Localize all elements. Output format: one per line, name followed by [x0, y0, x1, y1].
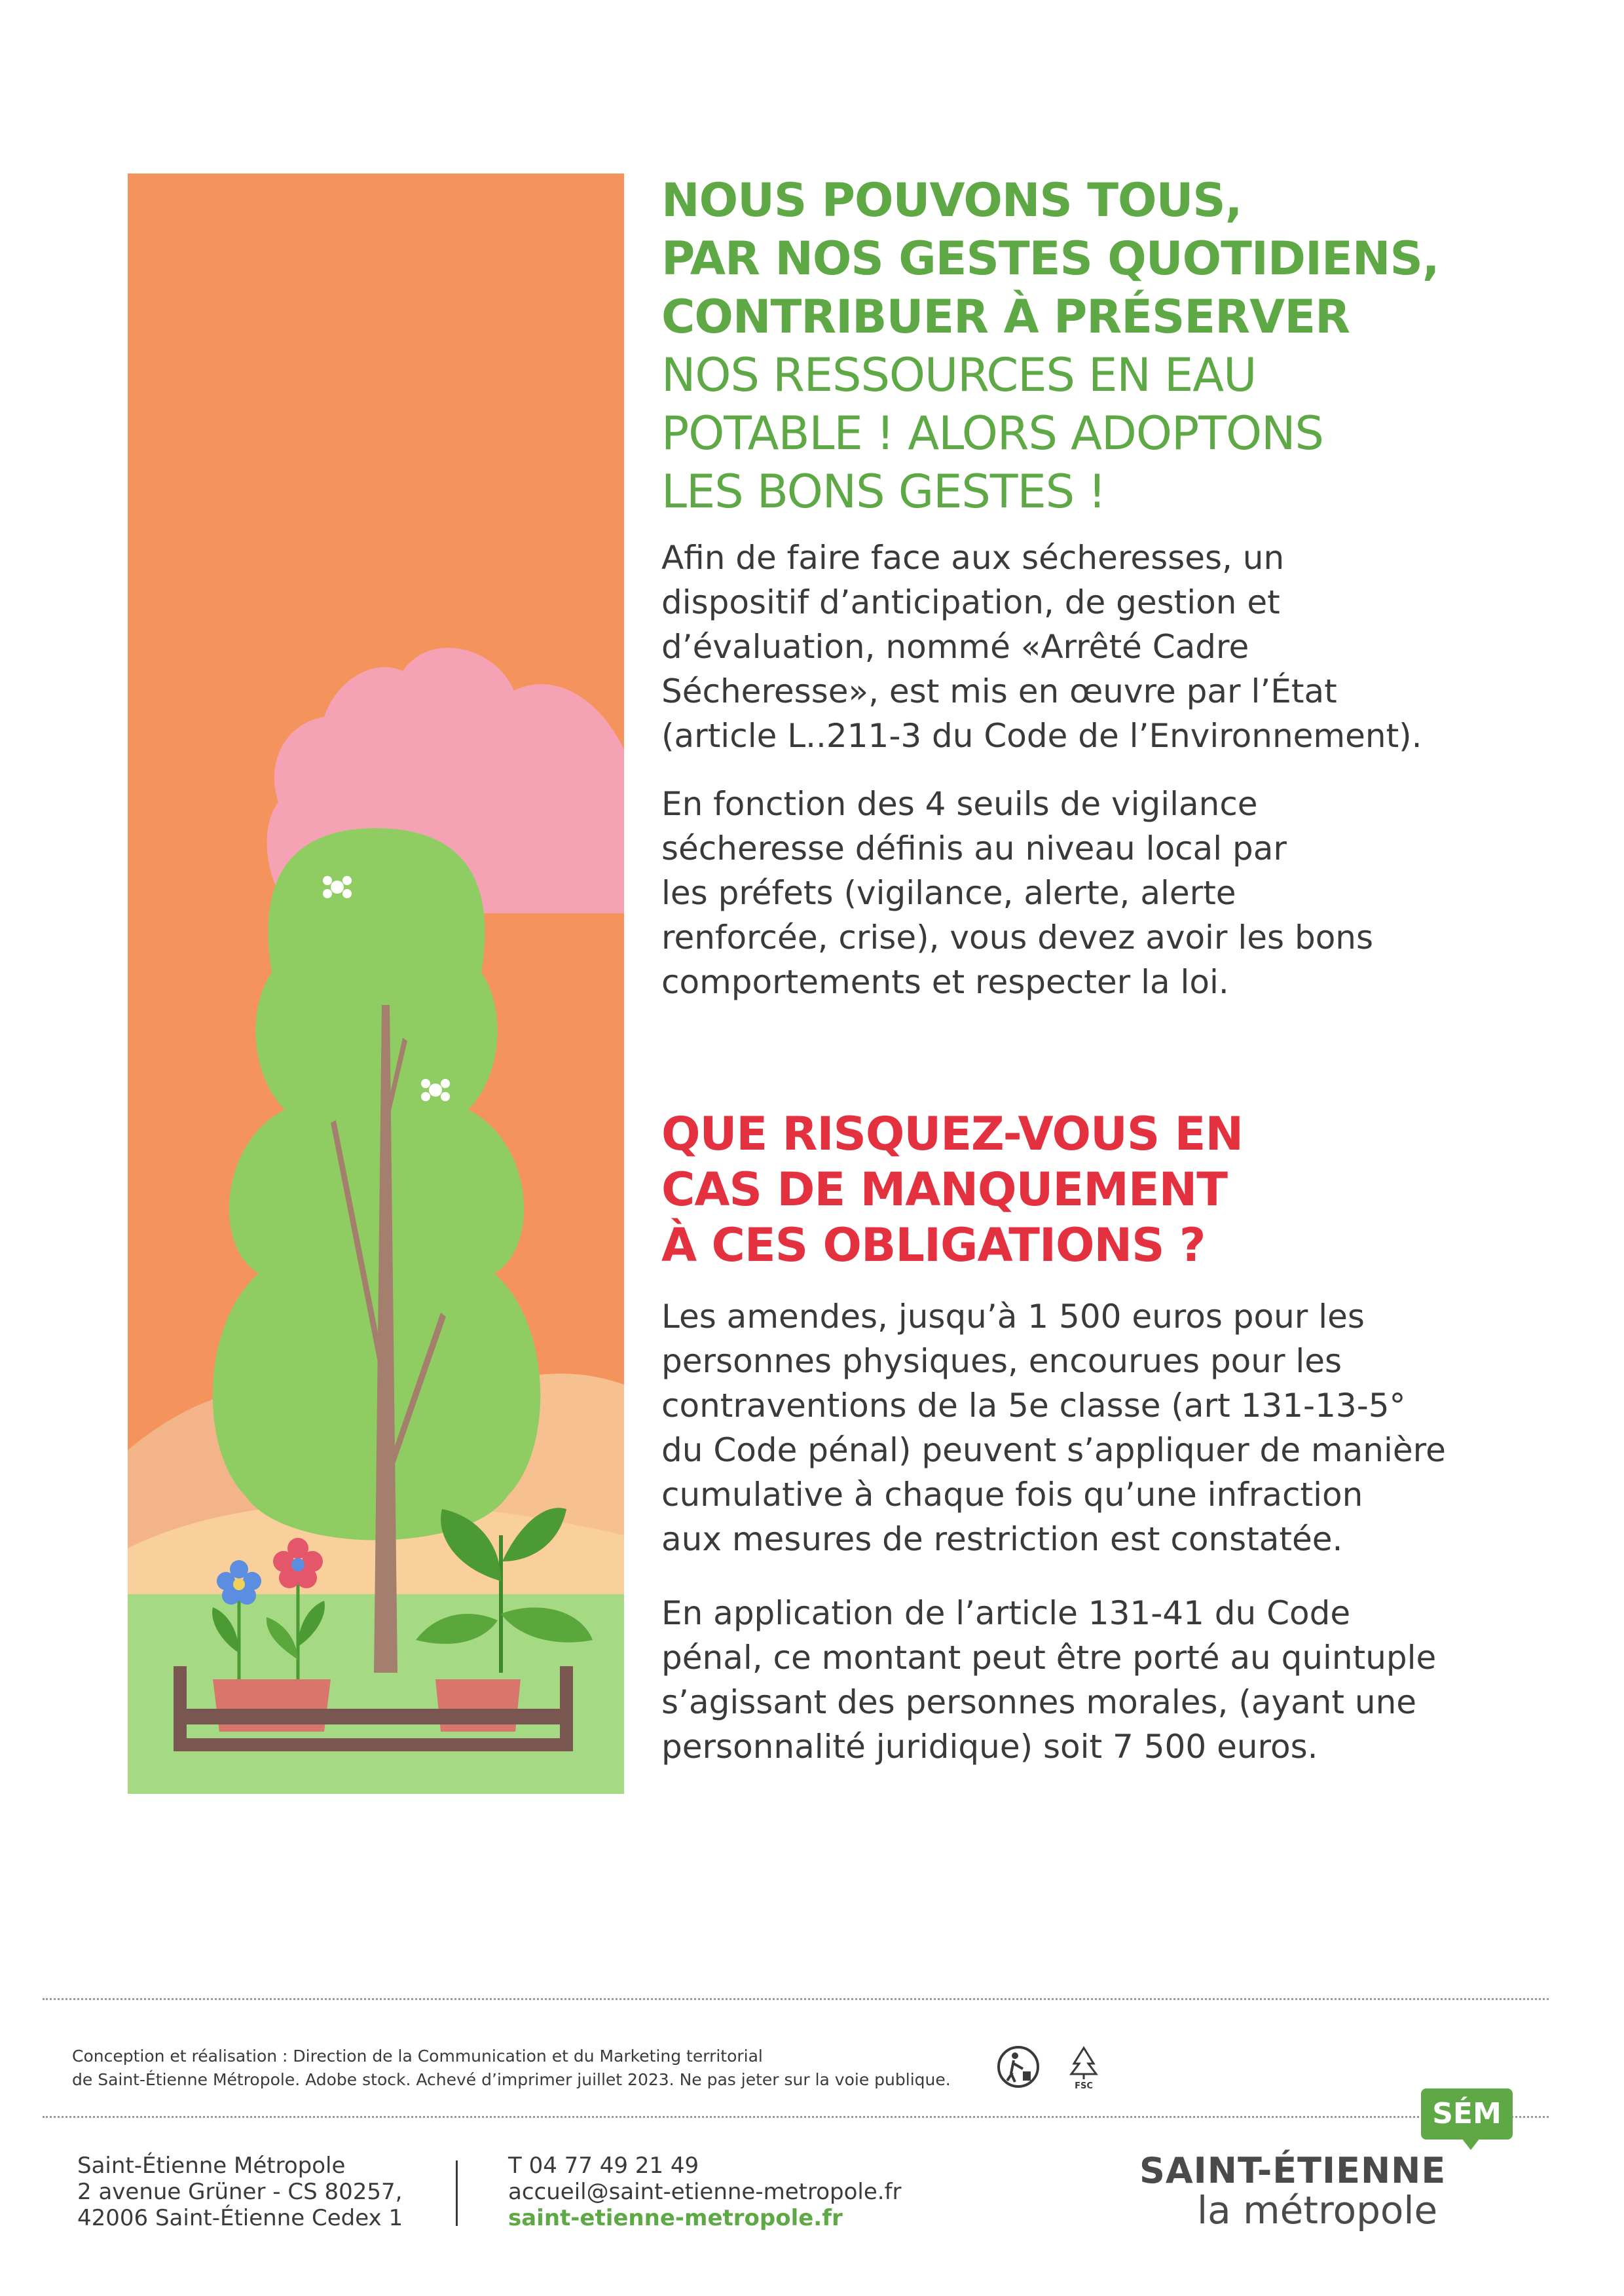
fsc-label: FSC — [1075, 2081, 1093, 2090]
logo-badge: SÉM — [1421, 2088, 1513, 2140]
logo-line-1: SAINT-ÉTIENNE — [1139, 2150, 1447, 2191]
headline-light-line: NOS RESSOURCES EN EAU — [661, 348, 1257, 402]
fsc-tree-icon — [1061, 2044, 1107, 2090]
postal-address: Saint-Étienne Métropole 2 avenue Grüner - CS 80257, 42006 Saint-Étienne Cedex 1 — [77, 2153, 403, 2231]
website-link[interactable]: saint-etienne-metropole.fr — [508, 2205, 843, 2231]
contact-block — [508, 2153, 902, 2231]
do-not-litter-icon — [995, 2044, 1041, 2090]
credits-text: Conception et réalisation : Direction de la Communication et du Marketing territorial de Saint-Étienne Métropole. Adobe stock. Achevé d’imprimer juillet 2023. Ne pas jeter sur la voie publique. — [72, 2047, 951, 2089]
intro-paragraph-1: Afin de faire face aux sécheresses, un dispositif d’anticipation, de gestion et d’évaluation, nommé «Arrêté Cadre Sécheresse», est mis en œuvre par l’État (article L..211-3 du Code de l’Environnement). — [661, 539, 1422, 755]
headline-bold-line: PAR NOS GESTES QUOTIDIENS, — [661, 232, 1439, 285]
main-headline — [661, 172, 1513, 521]
risks-paragraph-2: En application de l’article 131-41 du Code pénal, ce montant peut être porté au quintuple s’agissant des personnes morales, (ayant une personnalité juridique) soit 7 500 euros. — [661, 1594, 1437, 1766]
logo-line-2: la métropole — [1197, 2188, 1438, 2232]
headline-light-line: LES BONS GESTES ! — [661, 465, 1106, 519]
headline-bold-line: CONTRIBUER À PRÉSERVER — [661, 290, 1350, 344]
tree-illustration — [128, 173, 624, 1794]
risks-heading: QUE RISQUEZ-VOUS EN CAS DE MANQUEMENT À CES OBLIGATIONS ? — [661, 1107, 1244, 1272]
headline-light-line: POTABLE ! ALORS ADOPTONS — [661, 407, 1323, 460]
intro-paragraph-2: En fonction des 4 seuils de vigilance sécheresse définis au niveau local par les préfets (vigilance, alerte, alerte renforcée, crise), vous devez avoir les bons comportements et respecter la loi. — [661, 785, 1374, 1001]
email-address[interactable]: accueil@saint-etienne-metropole.fr — [508, 2179, 902, 2205]
headline-bold-line: NOUS POUVONS TOUS, — [661, 173, 1242, 227]
dotted-divider — [43, 1998, 1549, 2000]
risks-paragraph-1: Les amendes, jusqu’à 1 500 euros pour les personnes physiques, encourues pour les contraventions de la 5e classe (art 131-13-5° du Code pénal) peuvent s’appliquer de manière cumulative à chaque fois qu’une infraction aux mesures de restriction est constatée. — [661, 1298, 1446, 1558]
phone-number: T 04 77 49 21 49 — [508, 2153, 699, 2179]
metropole-logo — [1133, 2088, 1526, 2246]
vertical-separator — [456, 2160, 458, 2226]
